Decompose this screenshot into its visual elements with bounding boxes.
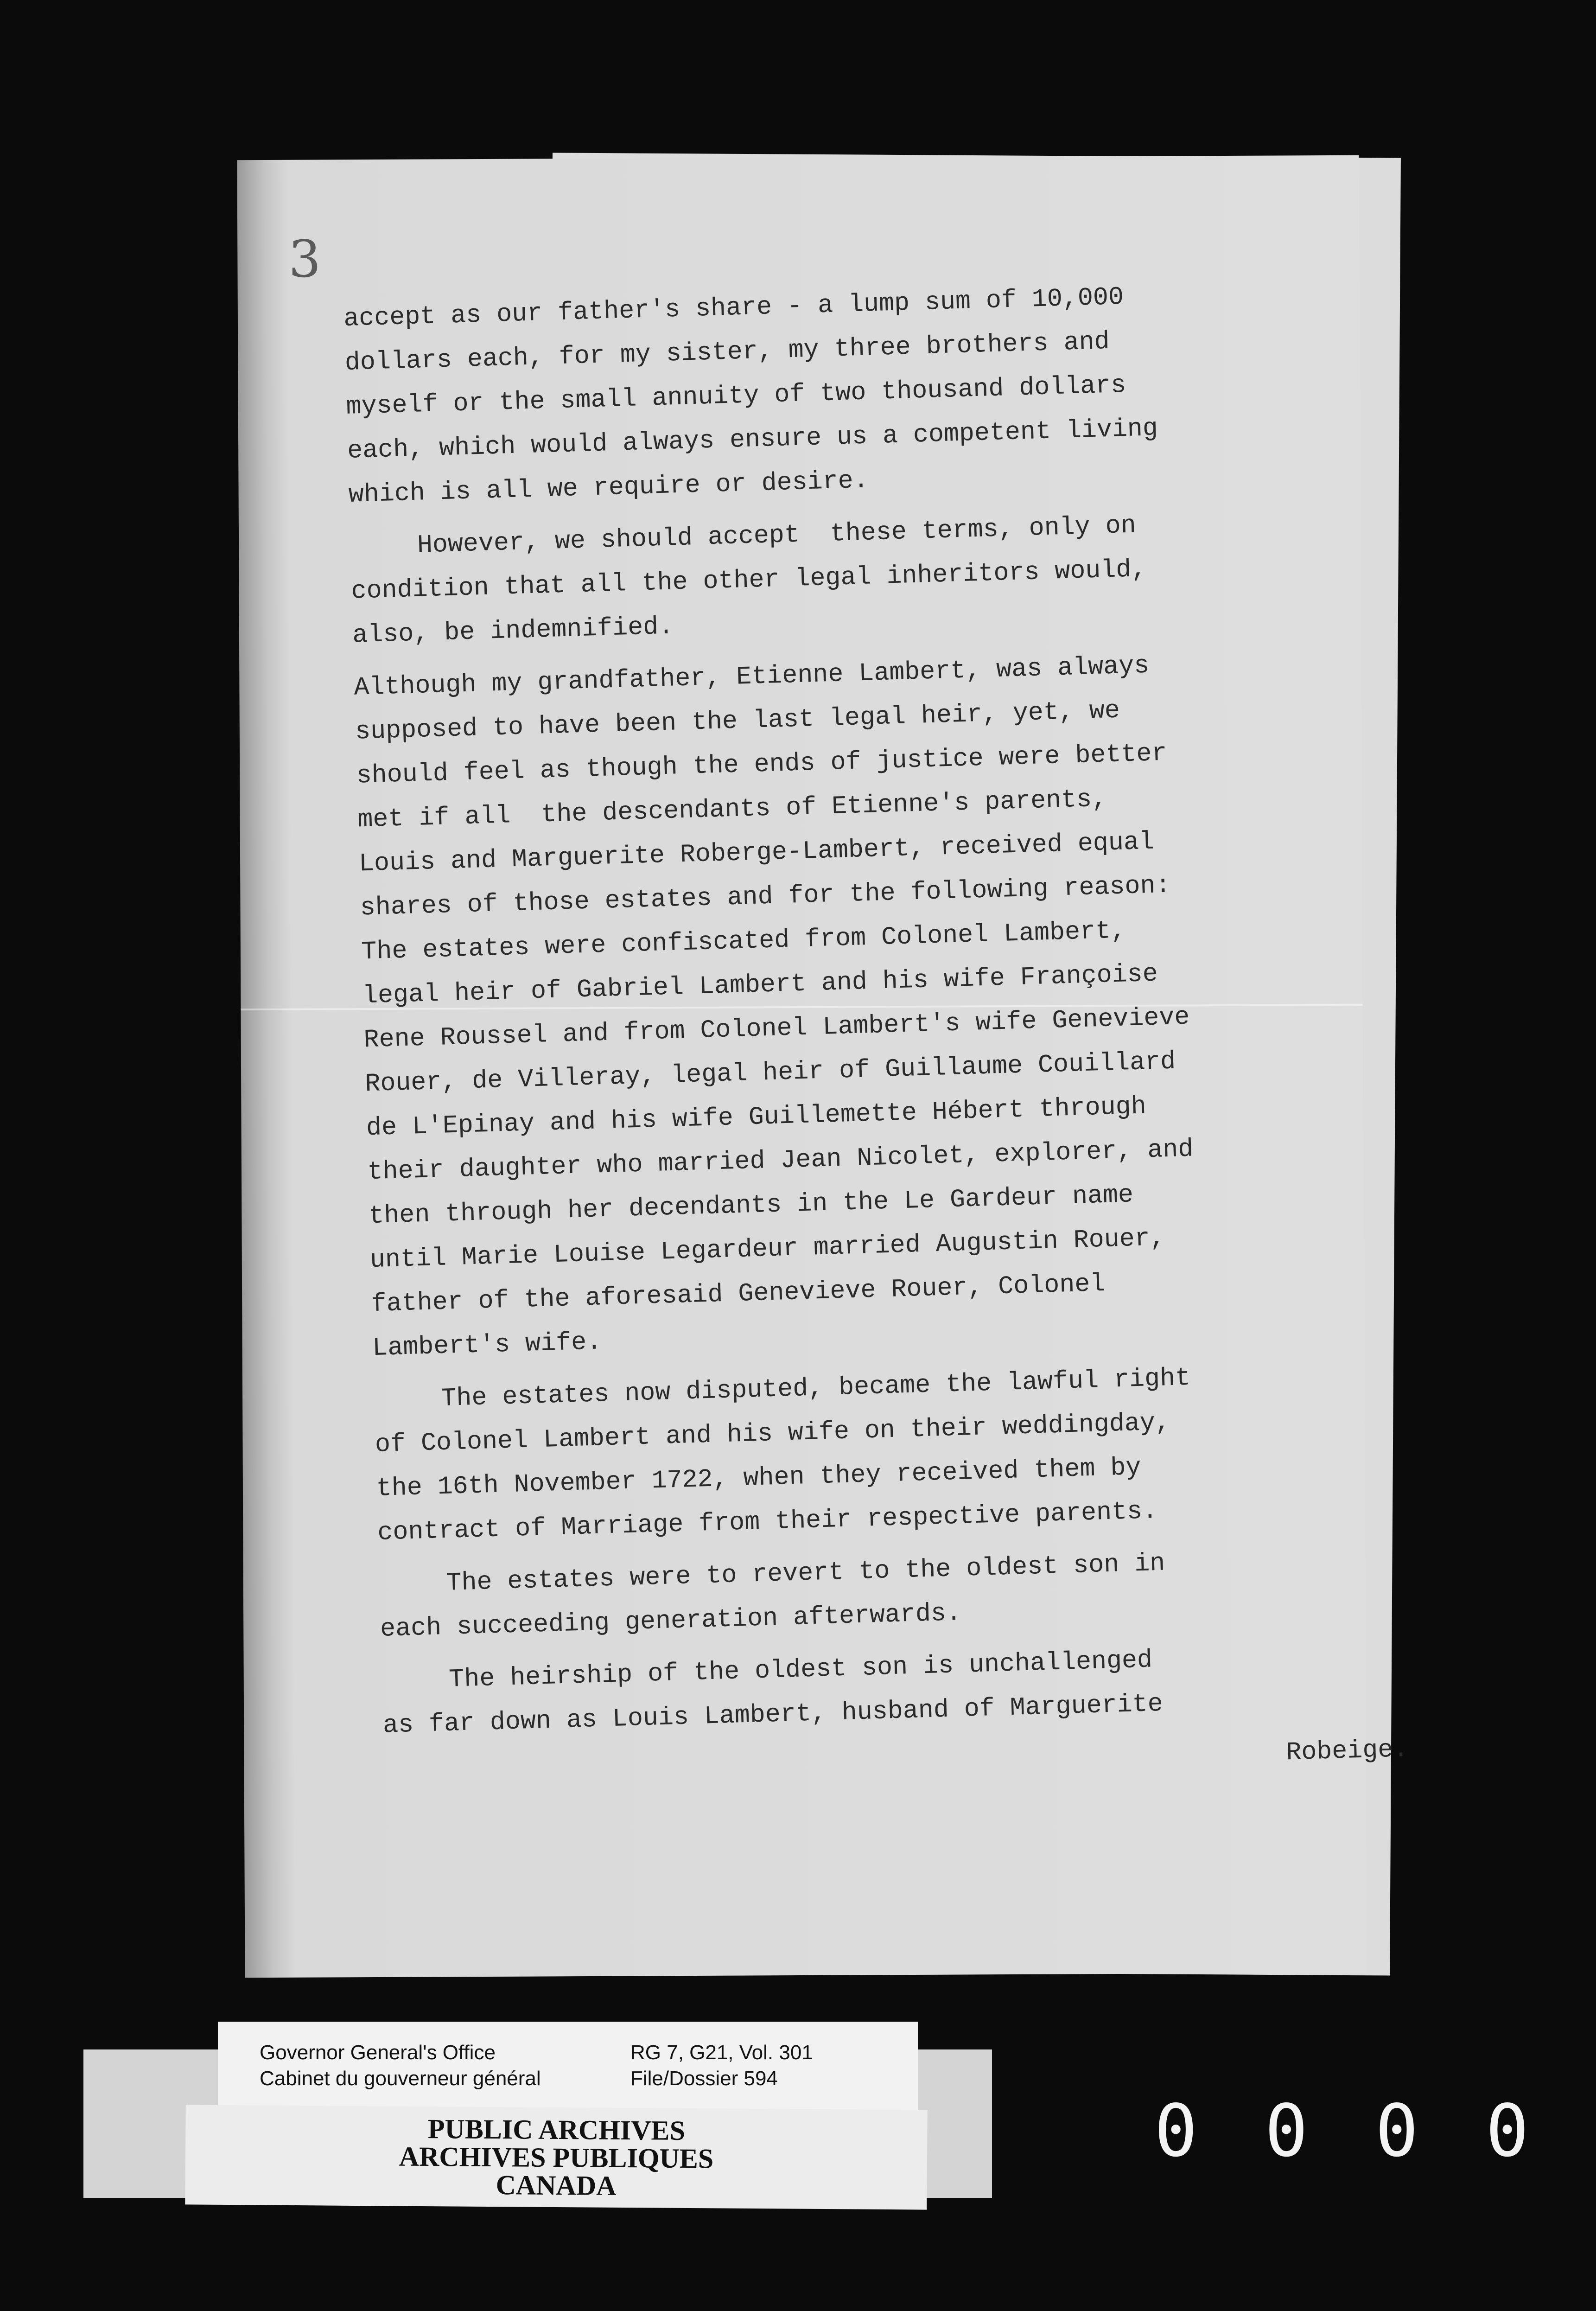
letter-line: Louis and Marguerite Roberge-Lambert, received equal [358, 827, 1155, 879]
letter-line: until Marie Louise Legardeur married Augustin Rouer, [369, 1223, 1166, 1275]
letter-line: Although my grandfather, Etienne Lambert, was always [353, 651, 1150, 702]
letter-line: shares of those estates and for the following reason: [359, 870, 1171, 923]
letter-line: myself or the small annuity of two thousand dollars [345, 370, 1127, 421]
letter-line: of Colonel Lambert and his wife on their weddingday, [375, 1408, 1171, 1460]
letter-line: each, which would always ensure us a competent living [347, 414, 1158, 466]
letter-line: father of the aforesaid Genevieve Rouer, Colonel [370, 1269, 1106, 1319]
letter-line: met if all the descendants of Etienne's parents, [357, 784, 1108, 835]
letter-line: Rouer, de Villeray, legal heir of Guillaume Couillard [364, 1047, 1176, 1099]
letter-body [343, 268, 1423, 1800]
letter-line: should feel as though the ends of justice were better [356, 738, 1168, 791]
stamp-line-3: CANADA [496, 2170, 617, 2201]
page-number-mark: 3 [288, 229, 321, 289]
microfilm-frame-number: 0000 [1154, 2089, 1596, 2173]
letter-line: The estates now disputed, became the lawful right [440, 1363, 1191, 1414]
office-french: Cabinet du gouverneur général [260, 2067, 541, 2090]
letter-line: accept as our father's share - a lump sum of 10,000 [343, 282, 1124, 333]
letter-line: as far down as Louis Lambert, husband of Marguerite [382, 1689, 1164, 1740]
record-group-reference: RG 7, G21, Vol. 301 [630, 2041, 813, 2064]
letter-line: The heirship of the oldest son is unchallenged [448, 1645, 1153, 1694]
letter-line: legal heir of Gabriel Lambert and his wife Françoise [362, 959, 1158, 1011]
letter-line: supposed to have been the last legal heir, yet, we [355, 696, 1120, 747]
letter-line: dollars each, for my sister, my three brothers and [344, 326, 1110, 377]
letter-line: de L'Epinay and his wife Guillemette Hébert through [366, 1092, 1147, 1143]
archive-reference-label [218, 2022, 918, 2117]
letter-line: The estates were confiscated from Colonel Lambert, [361, 916, 1126, 967]
letter-line: Lambert's wife. [372, 1327, 603, 1363]
letter-line: Robeige. [1285, 1735, 1409, 1768]
letter-line: also, be indemnified. [352, 612, 674, 650]
letter-line: each succeeding generation afterwards. [380, 1598, 962, 1644]
archives-stamp [185, 2105, 927, 2209]
letter-line: their daughter who married Jean Nicolet, explorer, and [367, 1134, 1194, 1187]
letter-line: Rene Roussel and from Colonel Lambert's wife Genevieve [363, 1002, 1190, 1055]
letter-line: which is all we require or desire. [348, 466, 869, 510]
letter-line: the 16th November 1722, when they received them by [375, 1452, 1142, 1503]
letter-line: then through her decendants in the Le Gardeur name [368, 1180, 1134, 1231]
stamp-line-2: ARCHIVES PUBLIQUES [399, 2141, 714, 2174]
file-number: File/Dossier 594 [630, 2067, 778, 2090]
letter-line: The estates were to revert to the oldest son in [445, 1548, 1166, 1598]
letter-line: condition that all the other legal inheritors would, [350, 554, 1147, 606]
office-english: Governor General's Office [260, 2041, 496, 2064]
stamp-line-1: PUBLIC ARCHIVES [427, 2113, 686, 2146]
letter-line: However, we should accept these terms, only on [417, 511, 1137, 560]
letter-line: contract of Marriage from their respective parents. [377, 1496, 1158, 1547]
